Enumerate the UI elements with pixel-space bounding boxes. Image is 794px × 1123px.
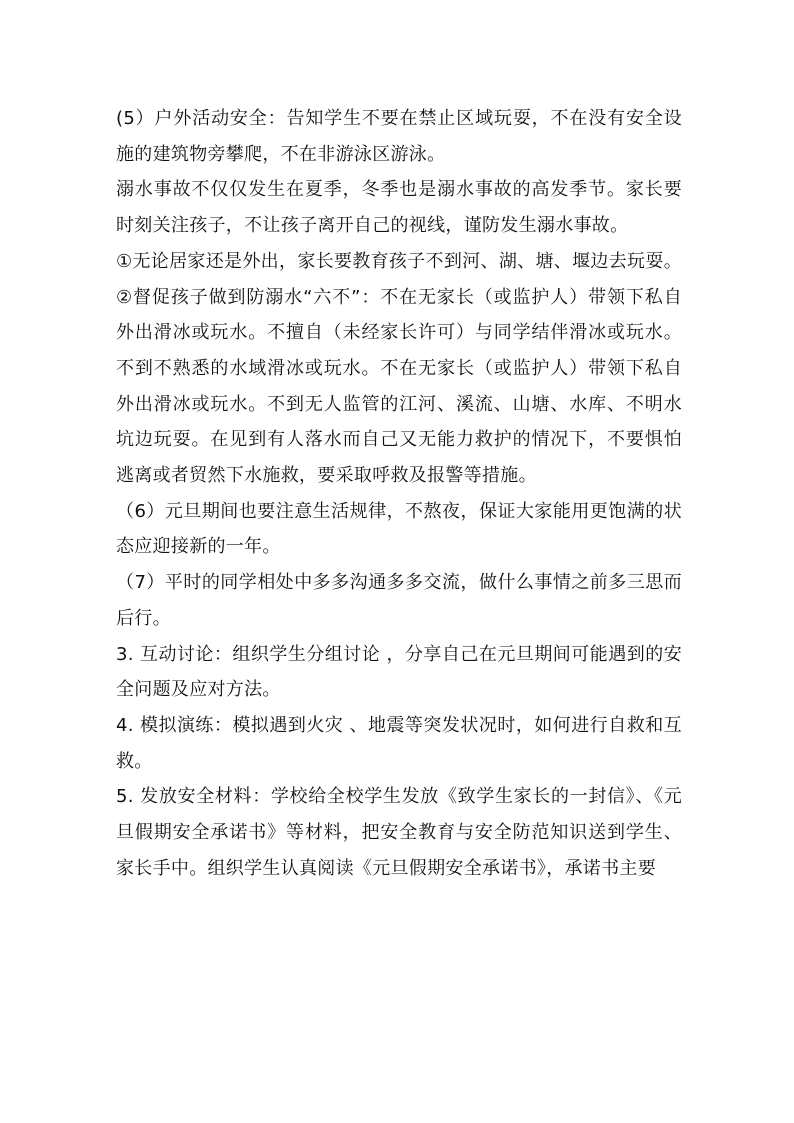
paragraph-new-year-routine: （6）元旦期间也要注意生活规律，不熬夜，保证大家能用更饱满的状态应迎接新的一年。 [116,500,682,558]
paragraph-outdoor-safety: (5）户外活动安全：告知学生不要在禁止区域玩耍，不在没有安全设施的建筑物旁攀爬，不在非游泳区游泳。 [116,108,682,165]
paragraph-safety-materials: 5. 发放安全材料：学校给全校学生发放《致学生家长的一封信》、《元旦假期安全承诺书》等材料，把安全教育与安全防范知识送到学生、家长手中。组织学生认真阅读《元旦假期安全承诺书》，承诺书主要 [116,786,682,879]
paragraph-interactive-discussion: 3. 互动讨论：组织学生分组讨论 ，分享自己在元旦期间可能遇到的安全问题及应对方法。 [116,643,682,701]
paragraph-simulation-drill: 4. 模拟演练：模拟遇到火灾 、地震等突发状况时，如何进行自救和互救。 [116,714,682,772]
paragraph-classmate-communication: （7）平时的同学相处中多多沟通多多交流，做什么事情之前多三思而后行。 [116,572,682,629]
paragraph-drowning-rules: ①无论居家还是外出，家长要教育孩子不到河、湖、塘、堰边去玩耍。②督促孩子做到防溺水“六不”：不在无家长（或监护人）带领下私自外出滑冰或玩水。不擅自（未经家长许可）与同学结伴滑冰或玩水。不到不熟悉的水域滑冰或玩水。不在无家长（或监护人）带领下私自外出滑冰或玩水。不到无人监管的江河、溪流、山塘、水库、不明水坑边玩耍。在见到有人落水而自己又无能力救护的情况下，不要惧怕逃离或者贸然下水施救，要采取呼救及报警等措施。 [116,250,682,487]
document-body [116,101,682,886]
paragraph-drowning-intro: 溺水事故不仅仅发生在夏季，冬季也是溺水事故的高发季节。家长要时刻关注孩子，不让孩子离开自己的视线，谨防发生溺水事故。 [116,179,682,237]
